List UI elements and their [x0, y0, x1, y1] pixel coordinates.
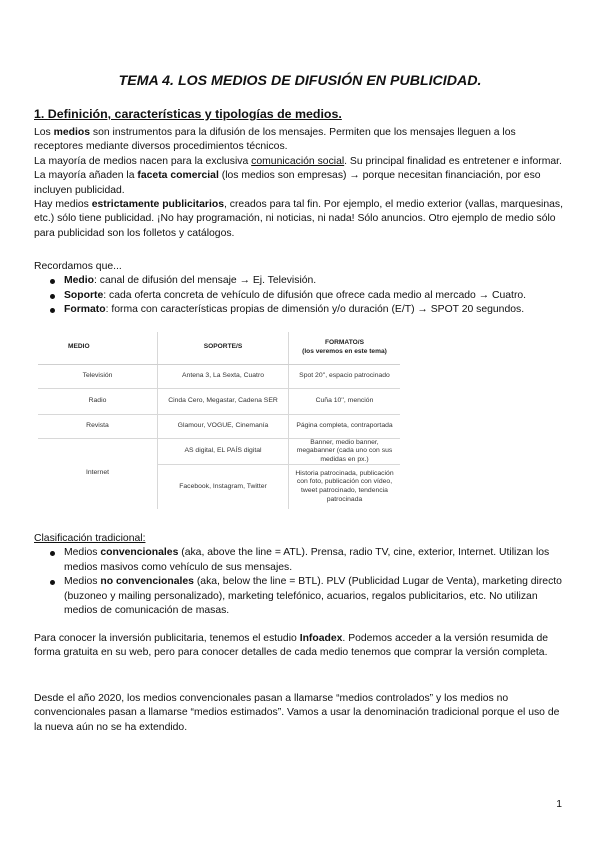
header-soporte: SOPORTE/S: [158, 332, 289, 364]
infoadex-paragraph: Para conocer la inversión publicitaria, tenemos el estudio Infoadex. Podemos acceder a la versión resumida de forma gratuita en su web, pero para conocer detalles de cada medio tenemos que comprar la versión completa.: [34, 633, 549, 659]
paragraph-advertising: Hay medios estrictamente publicitarios, creados para tal fin. Por ejemplo, el medio exterior (vallas, marquesinas, etc.) sólo tiene publicidad. ¡No hay programación, ni noticias, ni nada! Sólo anuncios. Otro ejemplo de medio sólo para publicidad son los folletos y catálogos.: [34, 199, 563, 239]
list-item: Medios no convencionales (aka, below the line = BTL). PLV (Publicidad Lugar de Venta), marketing directo (buzoneo y mailing personalizado), marketing telefónico, acuarios, regalos publicitarios, etc. No utilizan medios de comunicación de masas.: [34, 575, 566, 618]
cell-medio: Radio: [38, 388, 158, 414]
list-item: Formato: forma con características propias de dimensión y/o duración (E/T) → SPOT 20 segundos.: [34, 303, 566, 317]
cell-formato: Banner, medio banner, megabanner (cada uno con sus medidas en px.): [289, 438, 401, 465]
recall-list: [34, 274, 566, 317]
classification-list: [34, 546, 566, 618]
list-item: Soporte: cada oferta concreta de vehículo de difusión que ofrece cada medio al mercado → Cuatro.: [34, 289, 566, 303]
page-number: 1: [556, 799, 562, 810]
cell-medio: Revista: [38, 414, 158, 438]
list-item: Medio: canal de difusión del mensaje → Ej. Televisión.: [34, 274, 566, 288]
table-row: [38, 388, 400, 414]
cell-formato: Cuña 10'', mención: [289, 388, 401, 414]
section-body: [34, 126, 566, 241]
cell-medio: Internet: [38, 438, 158, 509]
table-row: [38, 414, 400, 438]
paragraph-social: La mayoría de medios nacen para la exclusiva comunicación social. Su principal finalidad es entretener e informar. La mayoría añaden la faceta comercial (los medios son empresas) → porque necesitan financiación, por eso incluyen publicidad.: [34, 155, 562, 196]
cell-formato: Página completa, contraportada: [289, 414, 401, 438]
header-medio: MEDIO: [38, 332, 158, 364]
cell-soporte: Glamour, VOGUE, Cinemanía: [158, 414, 289, 438]
classification-block: [34, 532, 566, 618]
cell-formato: Historia patrocinada, publicación con foto, publicación con vídeo, tweet patrocinado, tendencia patrocinada: [295, 469, 394, 503]
list-item: Medios convencionales (aka, above the line = ATL). Prensa, radio TV, cine, exterior, Internet. Utilizan los medios masivos como vehículo de sus mensajes.: [34, 546, 566, 575]
section-heading: 1. Definición, características y tipologías de medios.: [34, 107, 342, 121]
recall-intro: Recordamos que...: [34, 261, 122, 272]
table-row: [38, 438, 400, 465]
cell-soporte: Facebook, Instagram, Twitter: [158, 465, 289, 509]
document-title: TEMA 4. LOS MEDIOS DE DIFUSIÓN EN PUBLICIDAD.: [118, 73, 482, 89]
classification-heading: Clasificación tradicional:: [34, 533, 146, 544]
media-table: [38, 332, 400, 509]
paragraph-definition: Los medios son instrumentos para la difusión de los mensajes. Permiten que los mensajes lleguen a los receptores mediante diversos procedimientos técnicos.: [34, 127, 516, 153]
header-formato: FORMATO/S (los veremos en este tema): [289, 332, 401, 364]
table-row: [38, 364, 400, 388]
cell-medio: Televisión: [38, 364, 158, 388]
cell-soporte: AS digital, EL PAÍS digital: [158, 438, 289, 465]
closing-paragraph: Desde el año 2020, los medios convencionales pasan a llamarse “medios controlados” y los medios no convencionales pasan a llamarse “medios estimados”. Vamos a usar la denominación tradicional porque el uso de la nueva aún no se ha extendido.: [34, 693, 560, 733]
cell-formato: Spot 20'', espacio patrocinado: [289, 364, 401, 388]
recall-block: [34, 260, 566, 318]
underlined-term: comunicación social: [251, 155, 345, 167]
cell-soporte: Antena 3, La Sexta, Cuatro: [158, 364, 289, 388]
table-header-row: [38, 332, 400, 364]
cell-soporte: Cinda Cero, Megastar, Cadena SER: [158, 388, 289, 414]
